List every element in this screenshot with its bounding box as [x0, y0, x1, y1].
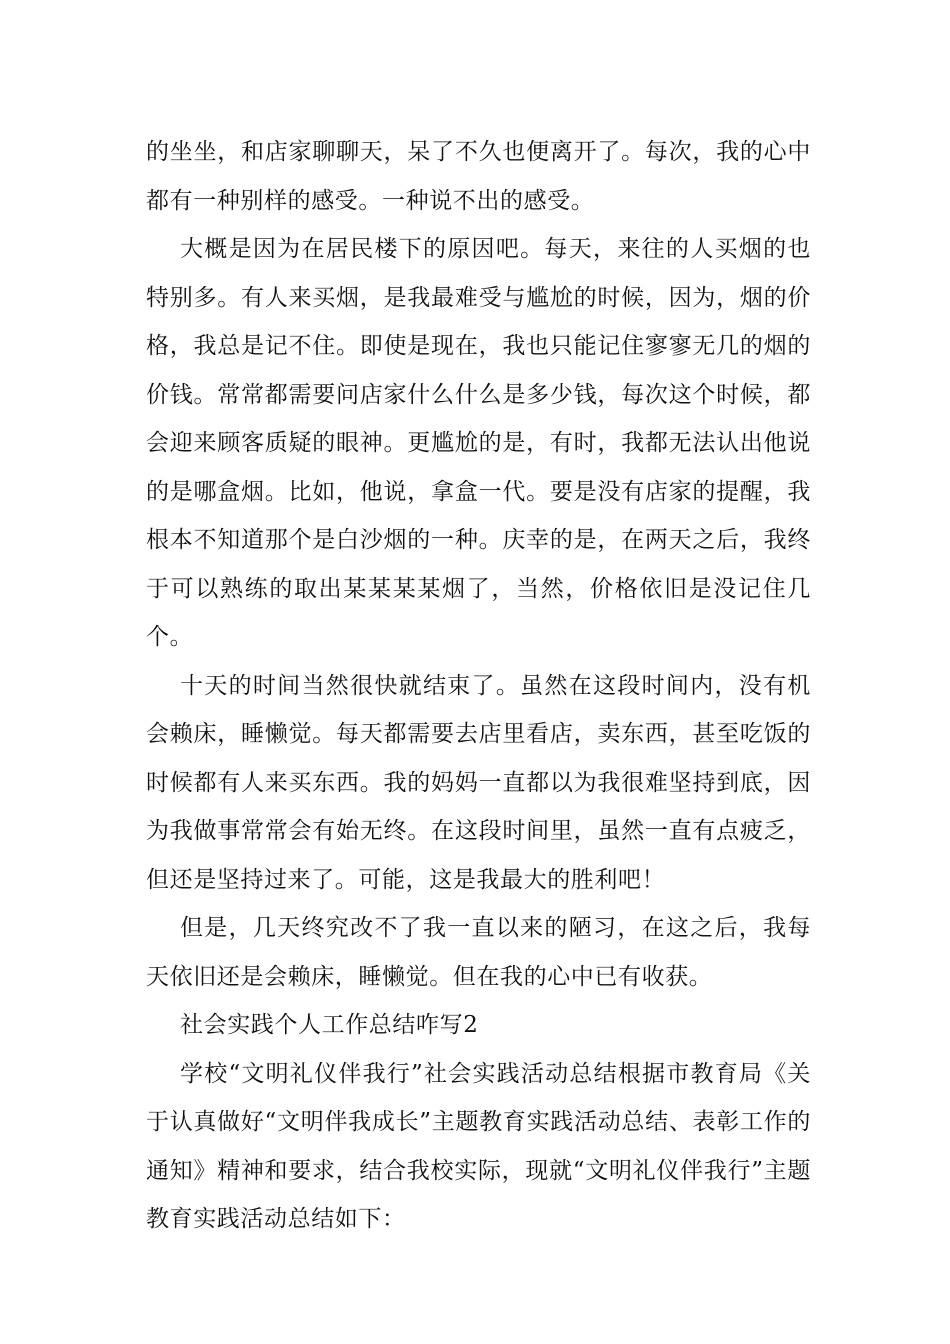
paragraph-continuation: 的坐坐，和店家聊聊天，呆了不久也便离开了。每次，我的心中都有一种别样的感受。一种说不出的感受。 — [146, 139, 811, 214]
paragraph-cigarettes: 大概是因为在居民楼下的原因吧。每天，来往的人买烟的也特别多。有人来买烟，是我最难受与尴尬的时候，因为，烟的价格，我总是记不住。即使是现在，我也只能记住寥寥无几的烟的价钱。常常都需要问店家什么什么是多少钱，每次这个时候，都会迎来顾客质疑的眼神。更尴尬的是，有时，我都无法认出他说的是哪盒烟。比如，他说，拿盒一代。要是没有店家的提醒，我根本不知道那个是白沙烟的一种。庆幸的是，在两天之后，我终于可以熟练的取出某某某某烟了，当然，价格依旧是没记住几个。 — [146, 236, 811, 650]
paragraph-habits: 但是，几天终究改不了我一直以来的陋习，在这之后，我每天依旧还是会赖床，睡懒觉。但在我的心中已有收获。 — [146, 915, 811, 990]
paragraph-school-summary: 学校“文明礼仪伴我行”社会实践活动总结根据市教育局《关于认真做好“文明伴我成长”主题教育实践活动总结、表彰工作的通知》精神和要求，结合我校实际，现就“文明礼仪伴我行”主题教育实践活动总结如下： — [146, 1060, 811, 1232]
section-heading: 社会实践个人工作总结咋写2 — [180, 1012, 479, 1038]
document-body — [146, 128, 811, 1244]
paragraph-ten-days: 十天的时间当然很快就结束了。虽然在这段时间内，没有机会赖床，睡懒觉。每天都需要去店里看店，卖东西，甚至吃饭的时候都有人来买东西。我的妈妈一直都以为我很难坚持到底，因为我做事常常会有始无终。在这段时间里，虽然一直有点疲乏，但还是坚持过来了。可能，这是我最大的胜利吧！ — [146, 672, 811, 893]
